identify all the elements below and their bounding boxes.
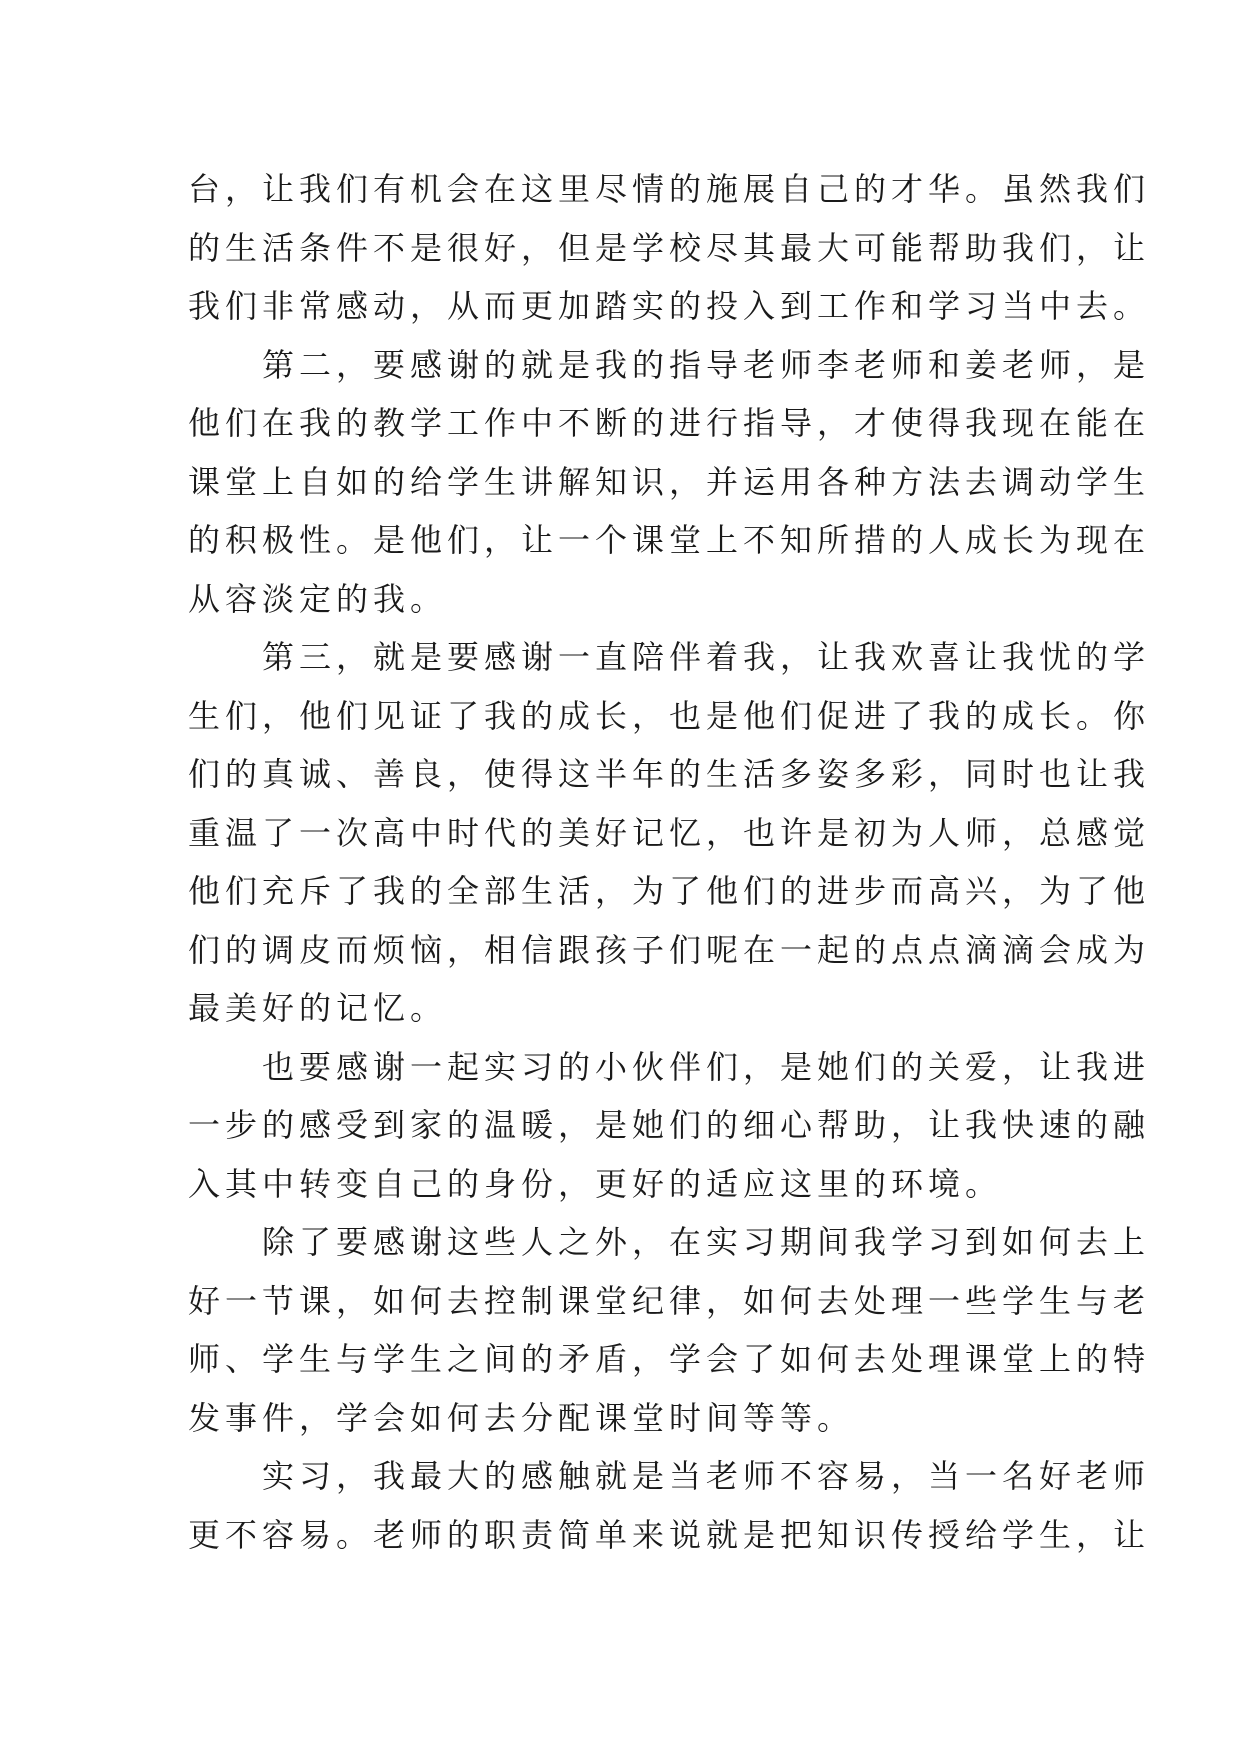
text-line: 从容淡定的我。	[188, 579, 448, 618]
text-line: 发事件，学会如何去分配课堂时间等等。	[188, 1398, 855, 1437]
text-line: 重温了一次高中时代的美好记忆，也许是初为人师，总感觉	[188, 813, 1151, 852]
text-line: 台，让我们有机会在这里尽情的施展自己的才华。虽然我们	[188, 170, 1151, 208]
text-line: 们的真诚、善良，使得这半年的生活多姿多彩，同时也让我	[188, 755, 1151, 793]
text-line: 除了要感谢这些人之外，在实习期间我学习到如何去上	[188, 1223, 1151, 1261]
text-line: 的积极性。是他们，让一个课堂上不知所措的人成长为现在	[188, 521, 1151, 559]
body-text	[188, 160, 1151, 1564]
text-line: 我们非常感动，从而更加踏实的投入到工作和学习当中去。	[188, 287, 1151, 325]
text-line: 更不容易。老师的职责简单来说就是把知识传授给学生，让	[188, 1515, 1151, 1554]
text-line: 也要感谢一起实习的小伙伴们，是她们的关爱，让我进	[188, 1047, 1151, 1086]
text-line: 课堂上自如的给学生讲解知识，并运用各种方法去调动学生	[188, 462, 1151, 501]
text-line: 入其中转变自己的身份，更好的适应这里的环境。	[188, 1164, 1003, 1203]
text-line: 第二，要感谢的就是我的指导老师李老师和姜老师，是	[188, 345, 1151, 384]
text-line: 最美好的记忆。	[188, 989, 448, 1027]
text-line: 他们在我的教学工作中不断的进行指导，才使得我现在能在	[188, 404, 1151, 442]
text-line: 生们，他们见证了我的成长，也是他们促进了我的成长。你	[188, 696, 1151, 735]
text-line: 实习，我最大的感触就是当老师不容易，当一名好老师	[188, 1457, 1151, 1495]
text-line: 们的调皮而烦恼，相信跟孩子们呢在一起的点点滴滴会成为	[188, 930, 1151, 969]
text-line: 师、学生与学生之间的矛盾，学会了如何去处理课堂上的特	[188, 1340, 1151, 1378]
text-line: 一步的感受到家的温暖，是她们的细心帮助，让我快速的融	[188, 1106, 1151, 1144]
text-line: 第三，就是要感谢一直陪伴着我，让我欢喜让我忧的学	[188, 638, 1151, 676]
text-line: 他们充斥了我的全部生活，为了他们的进步而高兴，为了他	[188, 872, 1151, 910]
text-line: 好一节课，如何去控制课堂纪律，如何去处理一些学生与老	[188, 1281, 1151, 1320]
text-line: 的生活条件不是很好，但是学校尽其最大可能帮助我们，让	[188, 228, 1151, 267]
